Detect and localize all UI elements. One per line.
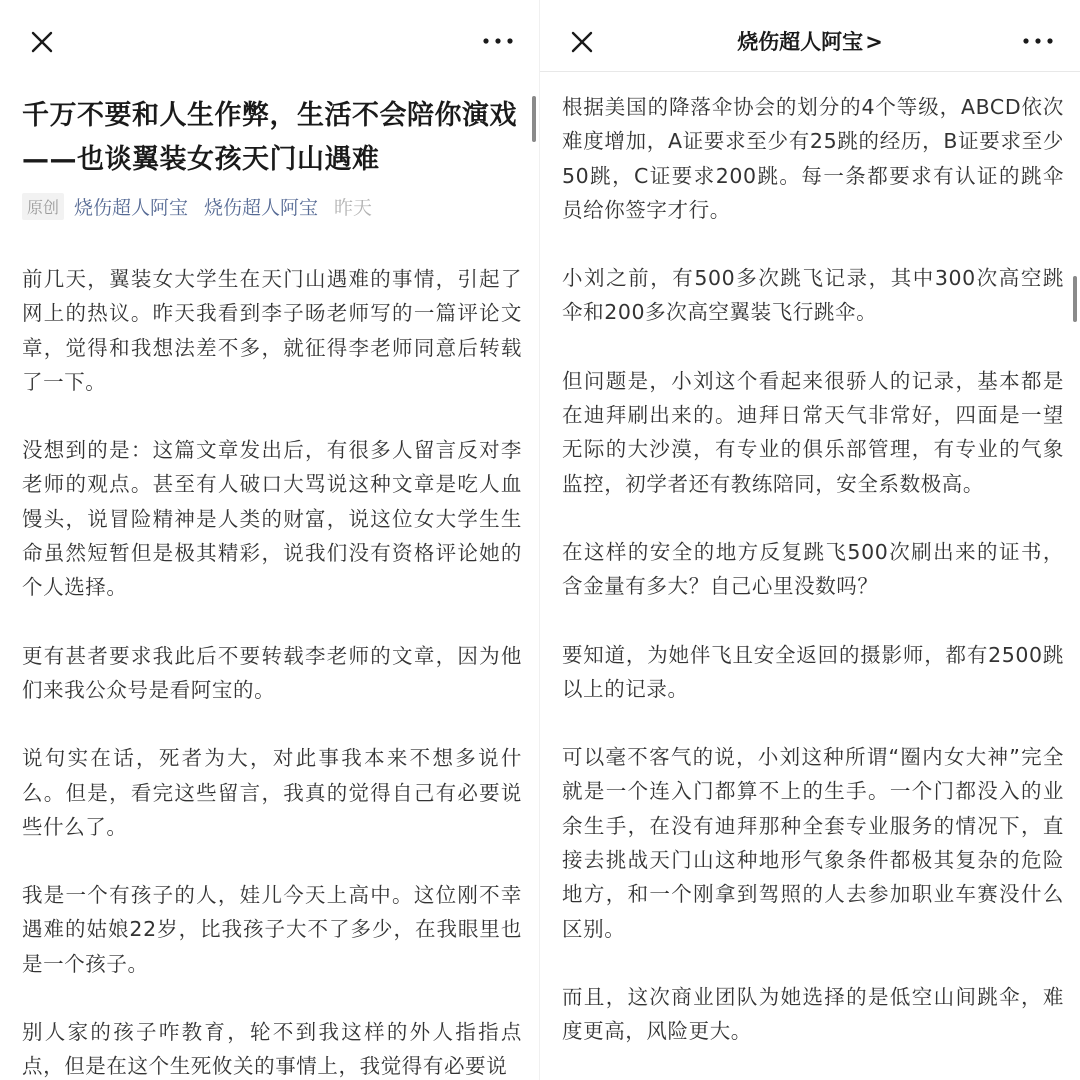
close-icon [22,22,62,62]
account-title-link[interactable] [680,26,940,56]
right-article-panel [540,0,1080,1080]
scrollbar-thumb[interactable] [532,96,536,142]
chevron-right-icon: > [865,30,883,54]
account-title: 烧伤超人阿宝 [737,30,864,54]
paragraph: 更有甚者要求我此后不要转载李老师的文章，因为他们来我公众号是看阿宝的。 [22,643,522,702]
article-body [22,262,522,1080]
paragraph: 我是一个有孩子的人，娃儿今天上高中。这位刚不幸遇难的姑娘22岁，比我孩子大不了多少，在我眼里也是一个孩子。 [22,883,522,976]
paragraph: 前几天，翼装女大学生在天门山遇难的事情，引起了网上的热议。昨天我看到李子旸老师写的一篇评论文章，觉得和我想法差不多，就征得李老师同意后转载了一下。 [22,267,522,394]
close-button[interactable] [22,22,62,62]
scrollbar-thumb[interactable] [1073,276,1077,322]
paragraph: 别人家的孩子咋教育，轮不到我这样的外人指指点点，但是在这个生死攸关的事情上，我觉得有必要说 [22,1020,522,1079]
author-name-link[interactable]: 烧伤超人阿宝 [204,196,319,219]
more-button[interactable] [480,30,516,52]
more-dots-icon [1020,30,1056,52]
right-top-bar [540,0,1080,72]
paragraph: 但问题是，小刘这个看起来很骄人的记录，基本都是在迪拜刷出来的。迪拜日常天气非常好，四面是一望无际的大沙漠，有专业的俱乐部管理，有专业的气象监控，初学者还有教练陪同，安全系数极高。 [562,368,1064,496]
paragraph: 小刘之前，有500多次跳飞记录，其中300次高空跳伞和200多次高空翼装飞行跳伞。 [562,266,1064,325]
close-icon [562,22,602,62]
paragraph: 没想到的是：这篇文章发出后，有很多人留言反对李老师的观点。甚至有人破口大骂说这种文章是吃人血馒头，说冒险精神是人类的财富，说这位女大学生生命虽然短暂但是极其精彩，说我们没有资格评论她的个人选择。 [22,438,522,600]
more-button[interactable] [1020,30,1056,52]
left-top-bar [0,0,540,78]
paragraph: 根据美国的降落伞协会的划分的4个等级，ABCD依次难度增加，A证要求至少有25跳的经历，B证要求至少50跳，C证要求200跳。每一条都要求有认证的跳伞员给你签字才行。 [562,95,1064,222]
original-badge: 原创 [22,193,64,220]
more-dots-icon [480,30,516,52]
paragraph: 说句实在话，死者为大，对此事我本来不想多说什么。但是，看完这些留言，我真的觉得自己有必要说些什么了。 [22,746,522,839]
paragraph: 而且，这次商业团队为她选择的是低空山间跳伞，难度更高，风险更大。 [562,984,1064,1044]
publish-date: 昨天 [334,196,373,219]
paragraph: 可以毫不客气的说，小刘这种所谓“圈内女大神”完全就是一个连入门都算不上的生手。一个门都没入的业余生手，在没有迪拜那种全套专业服务的情况下，直接去挑战天门山这种地形气象条件都极其复杂的危险地方，和一个刚拿到驾照的人去参加职业车赛没什么区别。 [562,745,1064,941]
paragraph: 在这样的安全的地方反复跳飞500次刷出来的证书，含金量有多大？自己心里没数吗？ [562,539,1064,599]
close-button[interactable] [562,22,602,62]
account-name-link[interactable]: 烧伤超人阿宝 [74,196,189,219]
article-title: 千万不要和人生作弊，生活不会陪你演戏——也谈翼装女孩天门山遇难 [22,100,517,175]
paragraph: 要知道，为她伴飞且安全返回的摄影师，都有2500跳以上的记录。 [562,642,1064,701]
article-body [562,90,1064,1080]
article-meta [22,192,372,220]
